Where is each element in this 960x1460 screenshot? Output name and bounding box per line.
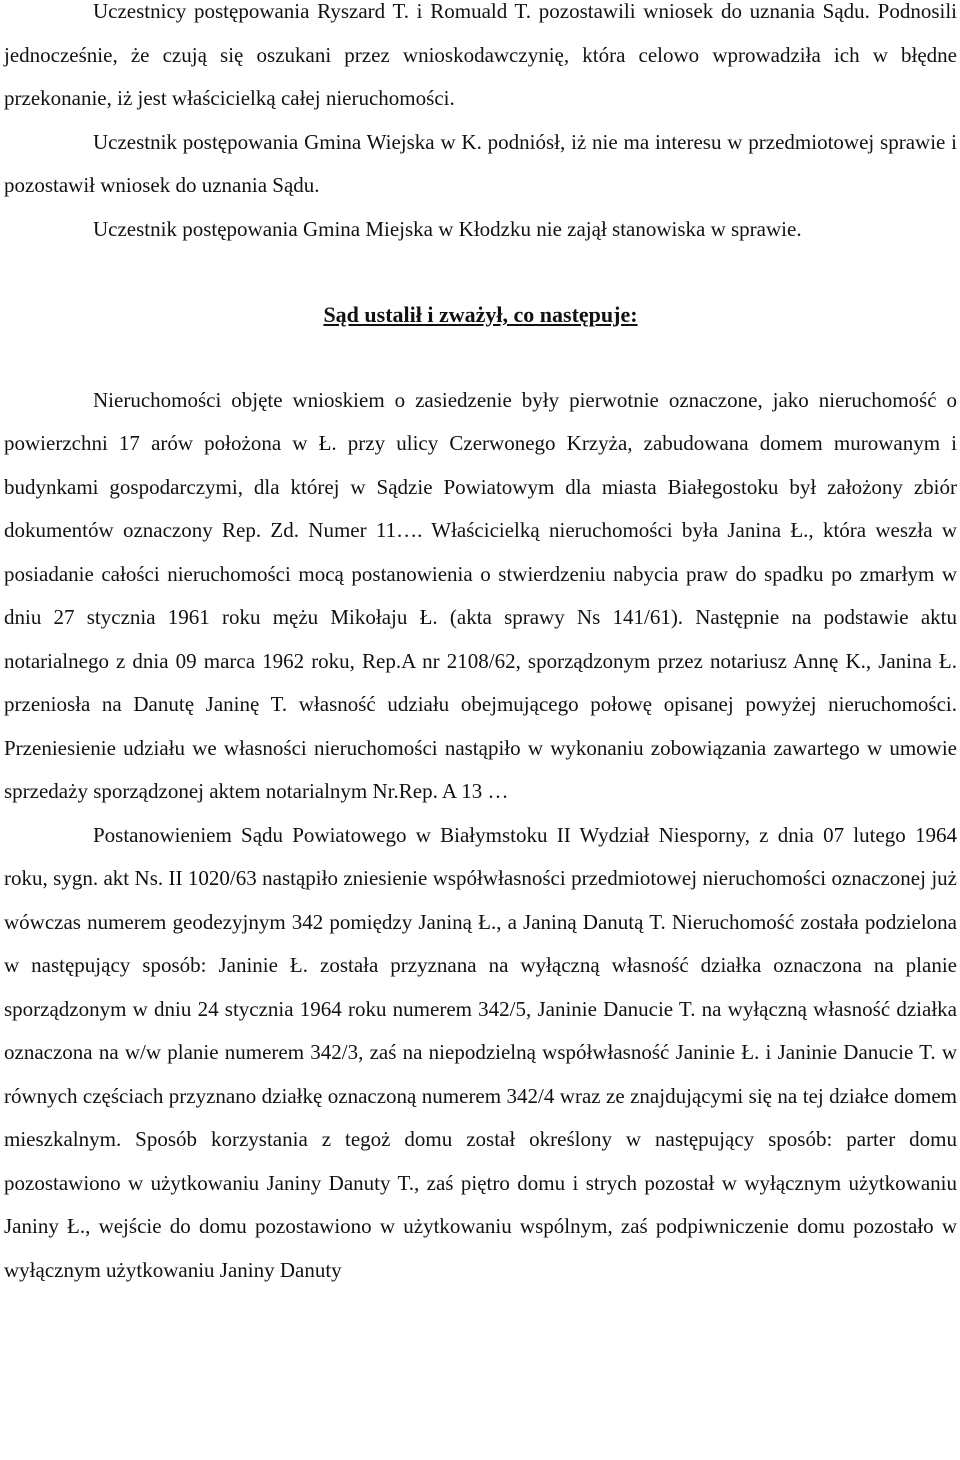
paragraph-gmina-miejska: Uczestnik postępowania Gmina Miejska w Kłodzku nie zajął stanowiska w sprawie. [93, 216, 802, 241]
paragraph-property-history: Nieruchomości objęte wnioskiem o zasiedzenie były pierwotnie oznaczone, jako nieruchomość o powierzchni 17 arów położona w Ł. przy ulicy Czerwonego Krzyża, zabudowana domem murowanym i budynkami gospodarczymi, dla której w Sądzie Powiatowym dla miasta Białegostoku był założony zbiór dokumentów oznaczony Rep. Zd. Numer 11…. Właścicielką nieruchomości była Janina Ł., która weszła w posiadanie całości nieruchomości mocą postanowienia o stwierdzeniu nabycia praw do spadku po zmarłym w dniu 27 stycznia 1961 roku mężu Mikołaju Ł. (akta sprawy Ns 141/61). Następnie na podstawie aktu notarialnego z dnia 09 marca 1962 roku, Rep.A nr 2108/62, sporządzonym przez notariusz Annę K., Janina Ł. przeniosła na Danutę Janinę T. własność udziału obejmującego połowę opisanej powyżej nieruchomości. Przeniesienie udziału we własności nieruchomości nastąpiło w wykonaniu zobowiązania zawartego w umowie sprzedaży sporządzonej aktem notarialnym Nr.Rep. A 13 … [4, 387, 957, 803]
section-heading: Sąd ustalił i zważył, co następuje: [323, 302, 638, 327]
paragraph-gmina-wiejska: Uczestnik postępowania Gmina Wiejska w K. podniósł, iż nie ma interesu w przedmiotowej sprawie i pozostawił wniosek do uznania Sądu. [4, 129, 957, 197]
paragraph-participants-ryszard-romuald: Uczestnicy postępowania Ryszard T. i Romuald T. pozostawili wniosek do uznania Sądu. Podnosili jednocześnie, że czują się oszukani przez wnioskodawczynię, która celowo wprowadziła ich w błędne przekonanie, iż jest właścicielką całej nieruchomości. [4, 0, 957, 110]
paragraph-co-ownership-division: Postanowieniem Sądu Powiatowego w Białymstoku II Wydział Niesporny, z dnia 07 lutego 1964 roku, sygn. akt Ns. II 1020/63 nastąpiło zniesienie współwłasności przedmiotowej nieruchomości oznaczonej już wówczas numerem geodezyjnym 342 pomiędzy Janiną Ł., a Janiną Danutą T. Nieruchomość została podzielona w następujący sposób: Janinie Ł. została przyznana na wyłączną własność działka oznaczona na planie sporządzonym w dniu 24 stycznia 1964 roku numerem 342/5, Janinie Danucie T. na wyłączną własność działka oznaczona na w/w planie numerem 342/3, zaś na niepodzielną współwłasność Janinie Ł. i Janinie Danucie T. w równych częściach przyznano działkę oznaczoną numerem 342/4 wraz ze znajdującymi się na tej działce domem mieszkalnym. Sposób korzystania z tegoż domu został określony w następujący sposób: parter domu pozostawiono w użytkowaniu Janiny Danuty T., zaś piętro domu i strych pozostał w wyłącznym użytkowaniu Janiny Ł., wejście do domu pozostawiono w użytkowaniu wspólnym, zaś podpiwniczenie domu pozostało w wyłącznym użytkowaniu Janiny Danuty [4, 822, 957, 1282]
